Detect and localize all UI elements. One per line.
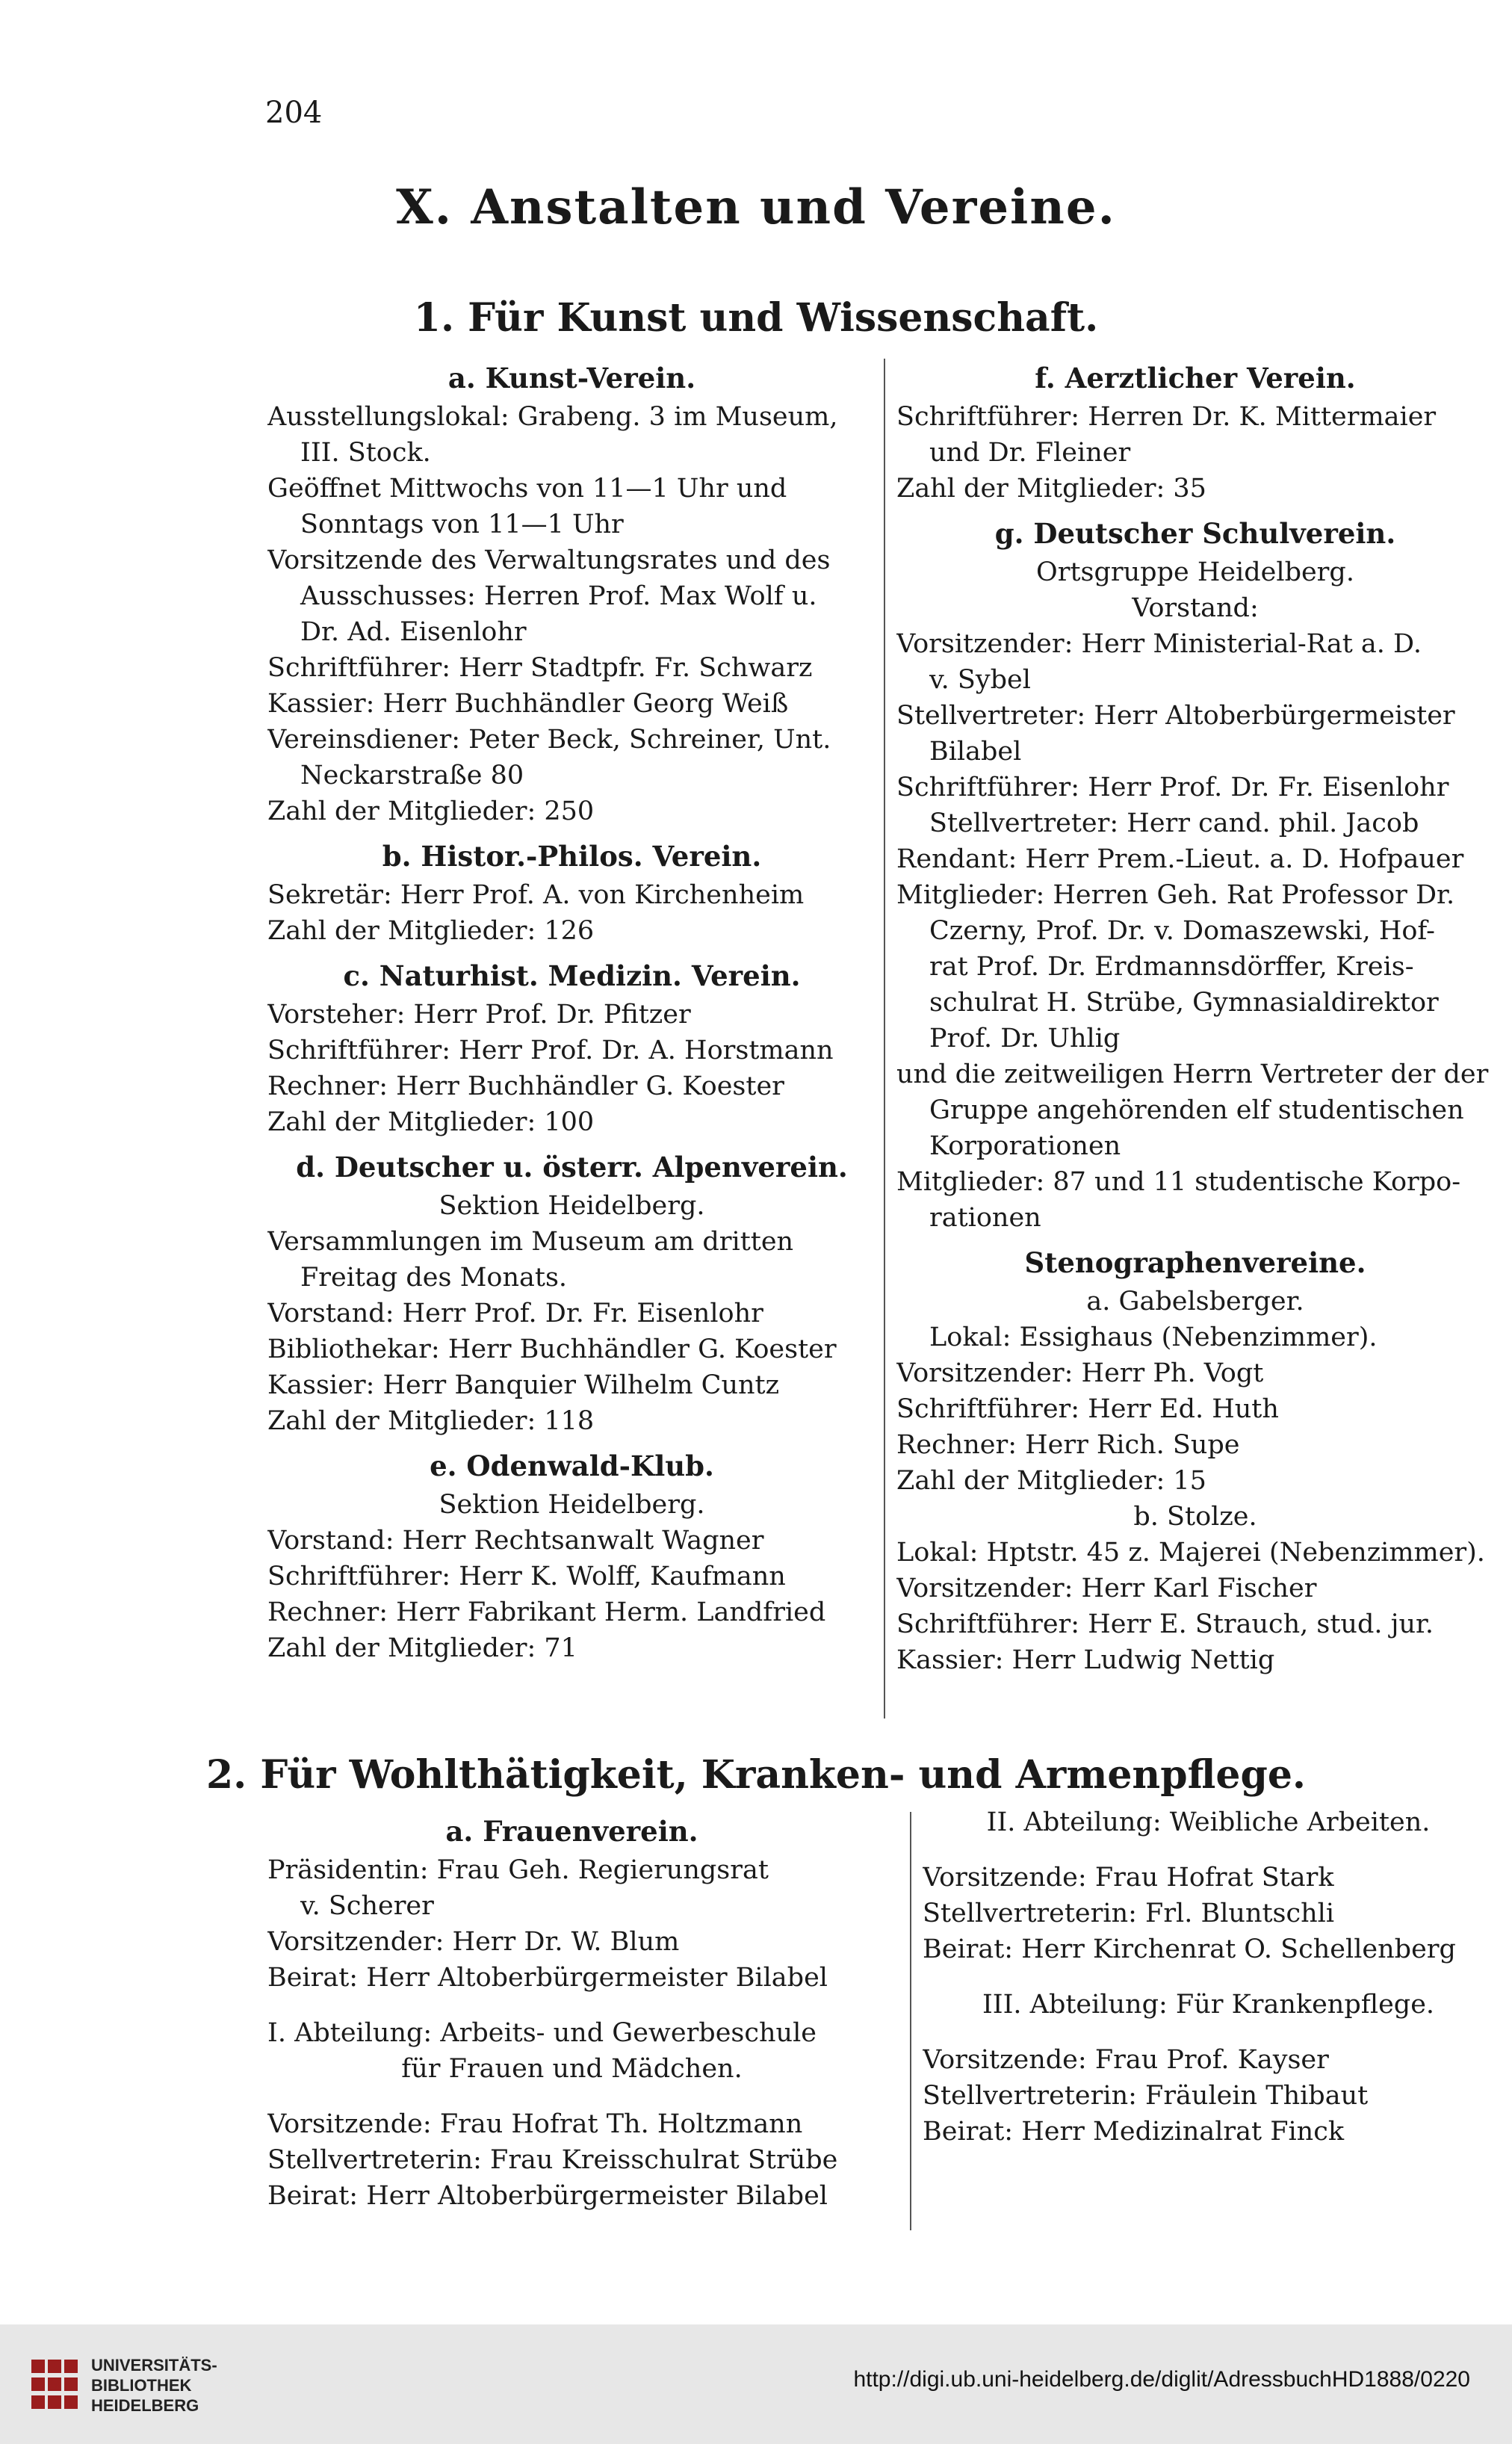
subsection-heading: f. Aerztlicher Verein. <box>1035 362 1356 395</box>
text-line: Beirat: Herr Altoberbürgermeister Bilabel <box>267 1963 828 1993</box>
text-line: Präsidentin: Frau Geh. Regierungsrat <box>267 1855 769 1885</box>
library-logo-text: UNIVERSITÄTS- BIBLIOTHEK HEIDELBERG <box>91 2356 217 2415</box>
text-line: Rendant: Herr Prem.-Lieut. a. D. Hofpauer <box>896 844 1464 874</box>
text-line: Mitglieder: Herren Geh. Rat Professor Dr. <box>896 880 1455 910</box>
text-line: Stellvertreterin: Frl. Bluntschli <box>923 1899 1335 1928</box>
text-line: und die zeitweiligen Herrn Vertreter der der <box>896 1059 1489 1089</box>
text-line: schulrat H. Strübe, Gymnasialdirektor <box>929 988 1439 1018</box>
text-line: Schriftführer: Herr E. Strauch, stud. jur. <box>896 1609 1434 1639</box>
text-line: Vorsitzender: Herr Karl Fischer <box>896 1574 1317 1603</box>
text-line: Stellvertreterin: Fräulein Thibaut <box>923 2081 1369 2111</box>
subsection-heading: Stenographenvereine. <box>1024 1246 1366 1279</box>
text-line: Vorsitzende: Frau Hofrat Th. Holtzmann <box>267 2109 803 2139</box>
centered-line: Vorstand: <box>1132 593 1259 623</box>
spacer <box>923 1840 1494 1860</box>
text-line: Gruppe angehörenden elf studentischen <box>929 1095 1464 1125</box>
text-line: Freitag des Monats. <box>300 1263 568 1293</box>
spacer <box>923 1967 1494 1987</box>
text-line: Beirat: Herr Medizinalrat Finck <box>923 2117 1345 2147</box>
subsection-heading: b. Histor.-Philos. Verein. <box>382 840 762 873</box>
text-line: Mitglieder: 87 und 11 studentische Korpo- <box>896 1167 1461 1197</box>
centered-line: a. Gabelsberger. <box>1086 1287 1304 1317</box>
text-line: v. Scherer <box>300 1891 434 1921</box>
text-line: Sekretär: Herr Prof. A. von Kirchenheim <box>267 880 805 910</box>
text-line: Zahl der Mitglieder: 118 <box>267 1406 595 1436</box>
text-line: Rechner: Herr Rich. Supe <box>896 1430 1240 1460</box>
text-line: Stellvertreterin: Frau Kreisschulrat Strübe <box>267 2145 838 2175</box>
subsection-heading: g. Deutscher Schulverein. <box>994 517 1396 550</box>
text-line: Zahl der Mitglieder: 35 <box>896 474 1206 504</box>
centered-line: II. Abteilung: Weibliche Arbeiten. <box>986 1807 1431 1837</box>
text-line: Bilabel <box>929 737 1022 767</box>
text-line: Korporationen <box>929 1131 1121 1161</box>
centered-line: für Frauen und Mädchen. <box>401 2054 743 2084</box>
section1-left-column <box>267 351 876 1666</box>
subsection-heading: d. Deutscher u. österr. Alpenverein. <box>296 1151 848 1184</box>
subsection-heading: a. Frauenverein. <box>445 1815 698 1848</box>
centered-line: b. Stolze. <box>1133 1502 1257 1532</box>
text-line: Vorsitzender: Herr Ph. Vogt <box>896 1358 1264 1388</box>
text-line: I. Abteilung: Arbeits- und Gewerbeschule <box>267 2018 817 2048</box>
text-line: Rechner: Herr Fabrikant Herm. Landfried <box>267 1597 826 1627</box>
text-line: Kassier: Herr Ludwig Nettig <box>896 1645 1275 1675</box>
column-divider <box>910 1812 911 2230</box>
text-line: Schriftführer: Herren Dr. K. Mittermaier <box>896 402 1437 432</box>
column-divider <box>884 359 885 1718</box>
text-line: Schriftführer: Herr Stadtpfr. Fr. Schwarz <box>267 653 813 683</box>
text-line: Lokal: Essighaus (Nebenzimmer). <box>929 1322 1378 1352</box>
text-line: Beirat: Herr Kirchenrat O. Schellenberg <box>923 1934 1456 1964</box>
section2-right-column <box>923 1804 1494 2150</box>
text-line: Neckarstraße 80 <box>300 761 524 791</box>
text-line: Zahl der Mitglieder: 100 <box>267 1107 595 1137</box>
subsection-heading: c. Naturhist. Medizin. Verein. <box>343 959 801 992</box>
source-url[interactable]: http://digi.ub.uni-heidelberg.de/diglit/AdressbuchHD1888/0220 <box>853 2367 1470 2392</box>
text-line: und Dr. Fleiner <box>929 438 1131 468</box>
text-line: Stellvertreter: Herr Altoberbürgermeister <box>896 701 1455 731</box>
text-line: Bibliothekar: Herr Buchhändler G. Koester <box>267 1334 837 1364</box>
subsection-heading: e. Odenwald-Klub. <box>430 1450 714 1482</box>
text-line: Vorstand: Herr Rechtsanwalt Wagner <box>267 1526 764 1556</box>
text-line: rationen <box>929 1203 1041 1233</box>
text-line: Schriftführer: Herr K. Wolff, Kaufmann <box>267 1562 786 1591</box>
text-line: Vorsitzende des Verwaltungsrates und des <box>267 545 831 575</box>
centered-line: Ortsgruppe Heidelberg. <box>1036 557 1354 587</box>
text-line: Versammlungen im Museum am dritten <box>267 1227 794 1257</box>
text-line: Vereinsdiener: Peter Beck, Schreiner, Unt. <box>267 725 831 755</box>
library-logo-icon <box>28 2355 79 2415</box>
text-line: Vorsitzende: Frau Hofrat Stark <box>923 1863 1334 1893</box>
section1-title: 1. Für Kunst und Wissenschaft. <box>413 295 1099 341</box>
section2-title: 2. Für Wohlthätigkeit, Kranken- und Armenpflege. <box>205 1752 1307 1798</box>
text-line: Vorsteher: Herr Prof. Dr. Pfitzer <box>267 1000 691 1030</box>
text-line: Sonntags von 11—1 Uhr <box>300 510 624 539</box>
text-line: Prof. Dr. Uhlig <box>929 1024 1121 1054</box>
text-line: Stellvertreter: Herr cand. phil. Jacob <box>929 808 1419 838</box>
text-line: Ausstellungslokal: Grabeng. 3 im Museum, <box>267 402 838 432</box>
subsection-heading: a. Kunst-Verein. <box>447 362 696 395</box>
text-line: Vorstand: Herr Prof. Dr. Fr. Eisenlohr <box>267 1299 763 1328</box>
text-line: III. Stock. <box>300 438 431 468</box>
text-line: Zahl der Mitglieder: 126 <box>267 916 595 946</box>
spacer <box>267 1996 876 2015</box>
centered-line: III. Abteilung: Für Krankenpflege. <box>982 1990 1435 2020</box>
text-line: Schriftführer: Herr Prof. Dr. Fr. Eisenlohr <box>896 773 1449 802</box>
section2-left-column <box>267 1804 876 2214</box>
centered-line: Sektion Heidelberg. <box>439 1191 705 1221</box>
text-line: Vorsitzender: Herr Ministerial-Rat a. D. <box>896 629 1422 659</box>
text-line: Schriftführer: Herr Ed. Huth <box>896 1394 1279 1424</box>
text-line: Beirat: Herr Altoberbürgermeister Bilabel <box>267 2181 828 2211</box>
text-line: Schriftführer: Herr Prof. Dr. A. Horstmann <box>267 1036 834 1065</box>
text-line: Zahl der Mitglieder: 250 <box>267 796 595 826</box>
text-line: Kassier: Herr Banquier Wilhelm Cuntz <box>267 1370 780 1400</box>
text-line: Lokal: Hptstr. 45 z. Majerei (Nebenzimmer). <box>896 1538 1485 1568</box>
page-number: 204 <box>265 96 323 130</box>
text-line: Geöffnet Mittwochs von 11—1 Uhr und <box>267 474 787 504</box>
section1-right-column <box>896 351 1494 1678</box>
spacer <box>267 2087 876 2106</box>
text-line: Vorsitzende: Frau Prof. Kayser <box>923 2045 1329 2075</box>
centered-line: Sektion Heidelberg. <box>439 1490 705 1520</box>
text-line: Dr. Ad. Eisenlohr <box>300 617 527 647</box>
text-line: rat Prof. Dr. Erdmannsdörffer, Kreis- <box>929 952 1414 982</box>
text-line: Czerny, Prof. Dr. v. Domaszewski, Hof- <box>929 916 1435 946</box>
text-line: Zahl der Mitglieder: 15 <box>896 1466 1206 1496</box>
chapter-title: X. Anstalten und Vereine. <box>396 179 1116 235</box>
text-line: Rechner: Herr Buchhändler G. Koester <box>267 1071 784 1101</box>
text-line: v. Sybel <box>929 665 1031 695</box>
text-line: Ausschusses: Herren Prof. Max Wolf u. <box>300 581 817 611</box>
spacer <box>923 2023 1494 2042</box>
text-line: Zahl der Mitglieder: 71 <box>267 1633 577 1663</box>
text-line: Kassier: Herr Buchhändler Georg Weiß <box>267 689 789 719</box>
text-line: Vorsitzender: Herr Dr. W. Blum <box>267 1927 680 1957</box>
